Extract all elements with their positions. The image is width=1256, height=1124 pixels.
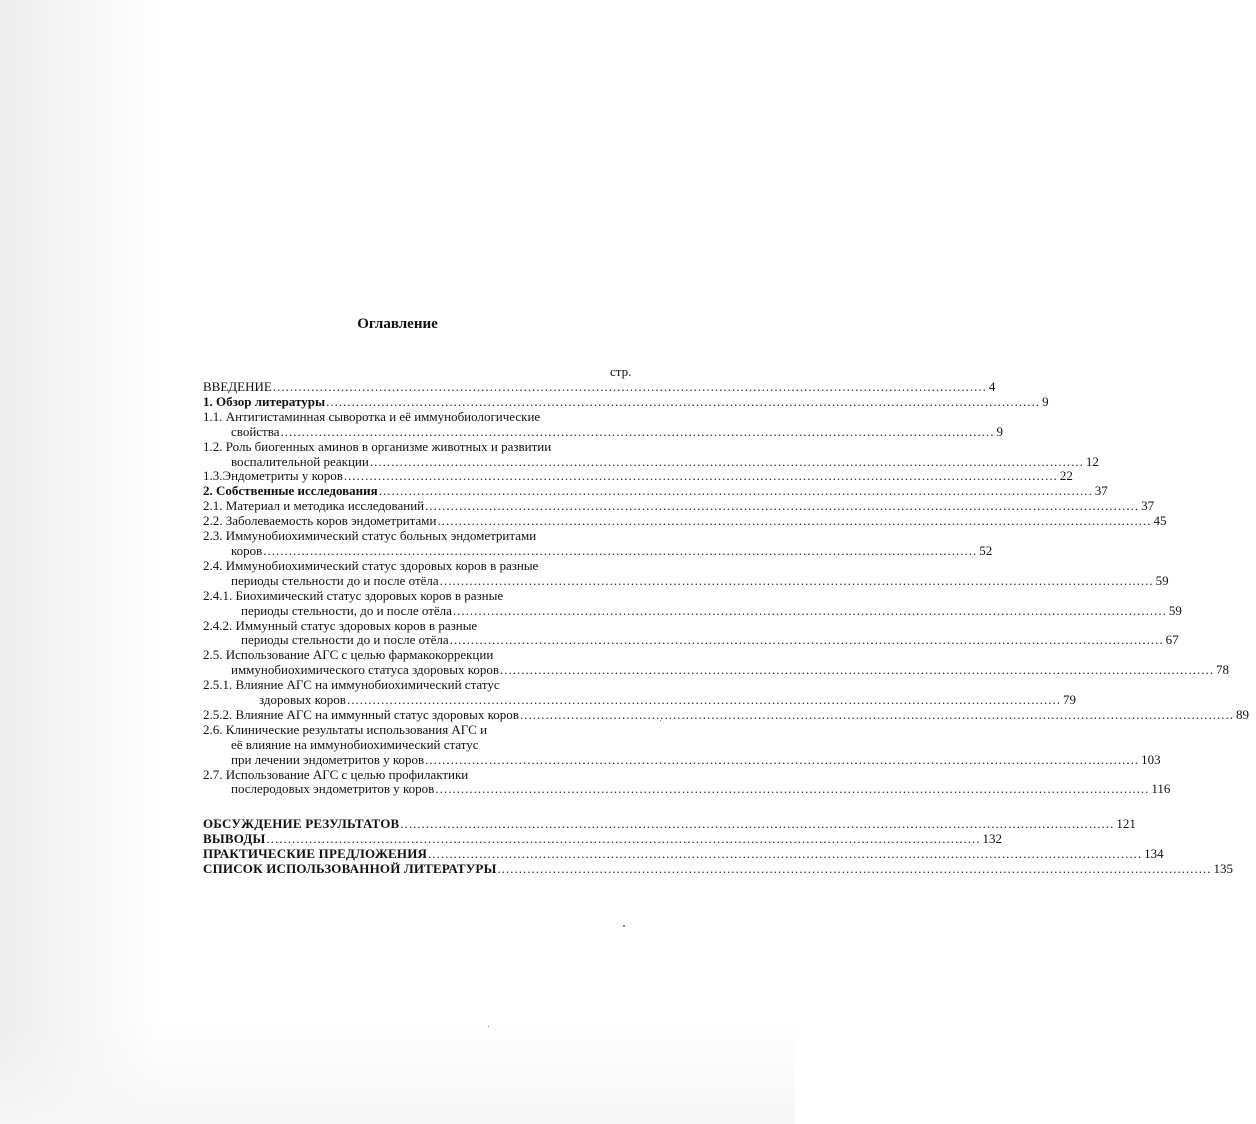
toc-page-number: 79 bbox=[1062, 692, 1076, 708]
toc-entry bbox=[203, 438, 1099, 470]
scan-speck bbox=[623, 925, 625, 927]
toc-page-number: 132 bbox=[982, 831, 1002, 847]
toc-entry bbox=[203, 393, 1049, 410]
toc-entry bbox=[203, 816, 1136, 832]
toc-gap bbox=[203, 797, 636, 817]
dot-leader bbox=[434, 782, 1151, 797]
toc-page-number: 52 bbox=[979, 542, 993, 558]
dot-leader bbox=[272, 380, 989, 395]
dot-leader bbox=[436, 514, 1153, 529]
toc-entry-text: периоды стельности до и после отёла bbox=[231, 572, 439, 588]
toc-entry bbox=[203, 831, 1002, 847]
toc-entry-text: 2. Собственные исследования bbox=[203, 483, 378, 499]
toc-entry bbox=[203, 483, 1108, 499]
toc-entry-text: периоды стельности, до и после отёла bbox=[241, 602, 452, 618]
page-column-label: стр. bbox=[610, 364, 632, 379]
toc-page-number: 37 bbox=[1094, 483, 1108, 499]
toc-entry-text: 1.2. Роль биогенных аминов в организме животных и развитии bbox=[203, 438, 552, 454]
toc-entry bbox=[203, 647, 1230, 678]
toc-page-number: 135 bbox=[1213, 861, 1234, 877]
toc-entry bbox=[203, 468, 1073, 484]
dot-leader bbox=[325, 395, 1042, 410]
toc-page-number: 78 bbox=[1216, 662, 1230, 678]
toc-entry-text: ВВЕДЕНИЕ bbox=[203, 379, 272, 394]
toc-entry-text: послеродовых эндометритов у коров bbox=[231, 781, 435, 797]
scan-shadow-left bbox=[0, 0, 160, 1124]
toc-entry-text: свойства bbox=[231, 423, 280, 439]
dot-leader bbox=[499, 663, 1216, 678]
dot-leader bbox=[519, 708, 1236, 723]
toc-page-number: 116 bbox=[1151, 781, 1171, 797]
page-title: Оглавление bbox=[357, 316, 438, 332]
toc-entry-text: здоровых коров bbox=[259, 692, 346, 708]
toc-entry-text: 2.5. Использование АГС с целью фармакокоррекции bbox=[203, 647, 494, 663]
toc-entry-text: воспалительной реакции bbox=[231, 453, 369, 469]
toc-entry-text: ВЫВОДЫ bbox=[203, 831, 266, 847]
toc-page-number: 67 bbox=[1165, 632, 1179, 648]
toc-entry-text: 2.4.1. Биохимический статус здоровых коров в разные bbox=[203, 587, 504, 603]
toc-entry-text: 2.1. Материал и методика исследований bbox=[203, 498, 425, 514]
toc-entry-text: 2.7. Использование АГС с целью профилактики bbox=[203, 766, 469, 782]
dot-leader bbox=[424, 753, 1141, 768]
toc-entry-text: 1. Обзор литературы bbox=[203, 393, 326, 409]
toc-entry-text: периоды стельности до и после отёла bbox=[241, 632, 449, 648]
scan-speck bbox=[660, 720, 661, 721]
dot-leader bbox=[424, 499, 1141, 514]
toc-entry bbox=[203, 408, 1003, 440]
toc-page-number: 59 bbox=[1168, 602, 1182, 618]
dot-leader bbox=[346, 693, 1063, 708]
dot-leader bbox=[497, 862, 1214, 877]
toc-page-number: 45 bbox=[1153, 513, 1167, 529]
toc-entry-text: 2.2. Заболеваемость коров эндометритами bbox=[203, 513, 437, 529]
toc-entry-text: СПИСОК ИСПОЛЬЗОВАННОЙ ЛИТЕРАТУРЫ bbox=[203, 861, 497, 877]
toc-entry-text: 2.4. Иммунобиохимический статус здоровых коров в разные bbox=[203, 557, 539, 573]
dot-leader bbox=[262, 544, 979, 559]
dot-leader bbox=[449, 633, 1166, 648]
toc-page-number: 37 bbox=[1141, 498, 1155, 514]
toc-entry-text: ОБСУЖДЕНИЕ РЕЗУЛЬТАТОВ bbox=[203, 816, 400, 832]
toc-entry bbox=[203, 557, 1169, 589]
toc-entry bbox=[203, 587, 1182, 619]
toc-entry bbox=[203, 766, 1171, 798]
dot-leader bbox=[343, 469, 1060, 484]
scan-shadow-bottom bbox=[0, 1020, 795, 1124]
toc-entry-text: ПРАКТИЧЕСКИЕ ПРЕДЛОЖЕНИЯ bbox=[203, 846, 428, 862]
toc-entry bbox=[203, 379, 996, 395]
dot-leader bbox=[452, 604, 1169, 619]
toc-entry bbox=[203, 846, 1164, 862]
toc-entry-text: 1.1. Антигистаминная сыворотка и её иммунобиологические bbox=[203, 408, 541, 424]
toc-entry bbox=[203, 528, 993, 559]
toc-entry-text: 2.6. Клинические результаты использования АГС и bbox=[203, 721, 488, 737]
toc-entry-text: иммунобиохимического статуса здоровых коров bbox=[231, 662, 500, 678]
toc-page-number: 12 bbox=[1085, 453, 1099, 469]
toc-entry-text: её влияние на иммунобиохимический статус bbox=[231, 736, 479, 752]
toc-entry bbox=[203, 721, 1161, 768]
toc-entry-text: коров bbox=[231, 542, 263, 558]
toc-entry-text: 2.5.2. Влияние АГС на иммунный статус здоровых коров bbox=[203, 706, 519, 722]
table-of-contents bbox=[203, 379, 1249, 877]
toc-entry-text: 1.3.Эндометриты у коров bbox=[203, 468, 343, 484]
dot-leader bbox=[399, 817, 1116, 832]
scan-speck bbox=[488, 1026, 489, 1027]
toc-page-number: 59 bbox=[1155, 572, 1169, 588]
toc-entry-text: при лечении эндометритов у коров bbox=[231, 751, 425, 767]
toc-entry bbox=[203, 617, 1179, 649]
toc-page-number: 9 bbox=[1042, 393, 1049, 409]
toc-entry-text: 2.3. Иммунобиохимический статус больных эндометритами bbox=[203, 528, 537, 544]
dot-leader bbox=[378, 484, 1095, 499]
toc-page-number: 89 bbox=[1235, 706, 1249, 722]
toc-entry-text: 2.5.1. Влияние АГС на иммунобиохимический статус bbox=[203, 677, 500, 693]
toc-entry bbox=[203, 513, 1167, 529]
toc-entry bbox=[203, 706, 1249, 723]
toc-entry bbox=[203, 861, 1234, 877]
toc-page-number: 9 bbox=[996, 423, 1003, 439]
toc-page-number: 22 bbox=[1059, 468, 1073, 484]
dot-leader bbox=[265, 832, 982, 847]
toc-entry bbox=[203, 677, 1076, 708]
toc-page-number: 103 bbox=[1141, 751, 1161, 767]
toc-entry bbox=[203, 498, 1155, 514]
dot-leader bbox=[439, 574, 1156, 589]
toc-page-number: 134 bbox=[1144, 846, 1164, 862]
toc-page-number: 121 bbox=[1116, 816, 1136, 832]
toc-page-number: 4 bbox=[988, 379, 996, 394]
dot-leader bbox=[369, 455, 1086, 470]
dot-leader bbox=[427, 847, 1144, 862]
toc-entry-text: 2.4.2. Иммунный статус здоровых коров в разные bbox=[203, 617, 478, 633]
dot-leader bbox=[279, 425, 996, 440]
